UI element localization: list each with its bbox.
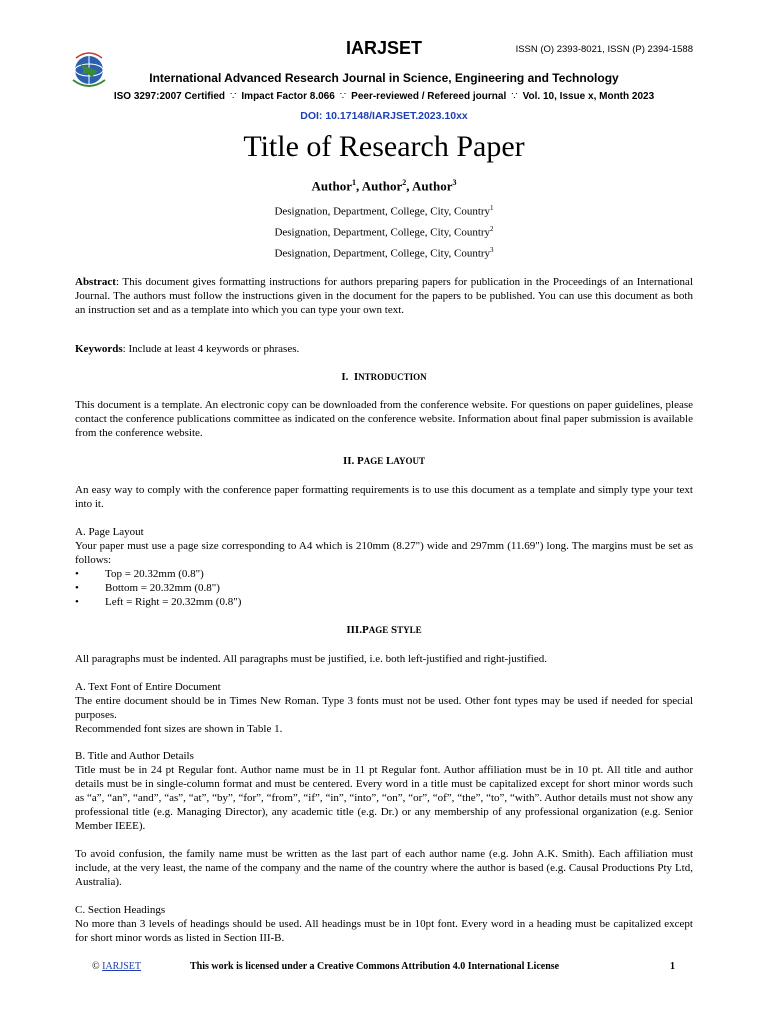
author-name: Author [311, 178, 352, 194]
page-number: 1 [670, 961, 675, 972]
keywords-text: : Include at least 4 keywords or phrases. [122, 343, 300, 355]
subsection-heading-section-headings: C. Section Headings [75, 904, 166, 916]
title-author-paragraph: Title must be in 24 pt Regular font. Author name must be in 11 pt Regular font. Author affiliation must be in 10 pt. All title and author details must be in single-column format and must be centered. Every word in a title must be capitalized except for short minor words such as “a”, “an”, “and”, “as”, “at”, “by”, “for”, “from”, “if”, “in”, “into”, “on”, “or”, “of”, “the”, “to”, “with”. Author details must not show any professional title (e.g. Managing Director), any academic title (e.g. Dr.) or any membership of any professional organization (e.g. Senior Member IEEE). [75, 764, 693, 832]
page-layout-paragraph: An easy way to comply with the conference paper formatting requirements is to use this document as a template and simply type your text into it. [75, 484, 693, 510]
page-style-paragraph: All paragraphs must be indented. All paragraphs must be justified, i.e. both left-justified and right-justified. [75, 653, 547, 665]
section-title-first: L [386, 455, 394, 467]
section-headings-paragraph: No more than 3 levels of headings should be used. All headings must be in 10pt font. Every word in a heading must be capitalized except for short minor words as listed in Section III-B. [75, 918, 693, 944]
abstract-label: Abstract [75, 276, 116, 288]
page-footer [0, 961, 768, 977]
section-title-first: S [390, 624, 398, 636]
copyright-symbol: © [92, 961, 100, 972]
affiliation-sup: 1 [490, 204, 494, 212]
meta-iso: ISO 3297:2007 Certified [113, 91, 226, 102]
subsection-heading-title-author: B. Title and Author Details [75, 750, 194, 762]
list-item: • Top = 20.32mm (0.8") [75, 567, 693, 581]
section-title-first: P [357, 455, 364, 467]
section-heading-page-style [0, 624, 768, 636]
abstract-text: : This document gives formatting instructions for authors preparing papers for publication in the Proceedings of an International Journal. The authors must follow the instructions given in the document for the papers to be published. You can use this document as both an instruction set and as a template into which you can type your own text. [75, 276, 693, 316]
paper-title: Title of Research Paper [243, 130, 525, 163]
meta-review: Peer-reviewed / Refereed journal [351, 91, 507, 102]
affiliation-1 [0, 204, 768, 218]
journal-abbreviation: IARJSET [345, 38, 423, 58]
list-item: • Left = Right = 20.32mm (0.8") [75, 595, 693, 609]
author-sup: 2 [402, 178, 407, 187]
subsection-heading-text-font: A. Text Font of Entire Document [75, 681, 221, 693]
section-number: I. [341, 371, 349, 383]
section-heading-introduction [0, 371, 768, 383]
section-number: II. [342, 455, 355, 467]
section-title-rest: NTRODUCTION [358, 372, 427, 382]
abstract [75, 275, 693, 317]
affiliation-text: Designation, Department, College, City, Country [274, 205, 491, 218]
section-title-first: P [361, 624, 369, 636]
author-line: Author$^1$, Author$^2$, Author$^3$ [311, 178, 457, 194]
font-sizes-note: Recommended font sizes are shown in Table 1. [75, 723, 283, 735]
page-size-paragraph: Your paper must use a page size corresponding to A4 which is 210mm (8.27") wide and 297mm (11.69") long. The margins must be set as follows: [75, 540, 693, 566]
journal-full-name: International Advanced Research Journal in Science, Engineering and Technology [149, 71, 619, 85]
text-font-paragraph: The entire document should be in Times New Roman. Type 3 fonts must not be used. Other font types may be used if needed for special purposes. [75, 695, 693, 721]
introduction-paragraph: This document is a template. An electronic copy can be downloaded from the conference website. For questions on paper guidelines, please contact the conference publications committee as indicated on the conference website. Information about final paper submission is available from the conference website. [75, 399, 693, 439]
copyright [92, 961, 141, 972]
author-name: Author [361, 178, 403, 194]
author-sup: 1 [351, 178, 356, 187]
margins-list [75, 567, 693, 609]
section-title-rest: AGE [368, 625, 389, 635]
doi-link[interactable]: DOI: 10.17148/IARJSET.2023.10xx [300, 110, 468, 122]
meta-separator: ∵ [230, 91, 237, 102]
section-title-rest: AGE [363, 456, 384, 466]
meta-separator: ∵ [339, 91, 347, 102]
affiliation-text: Designation, Department, College, City, Country [274, 247, 491, 260]
keywords-label: Keywords [75, 343, 123, 355]
affiliation-2 [0, 225, 768, 239]
author-sup: 3 [452, 178, 457, 187]
affiliation-text: Designation, Department, College, City, Country [274, 226, 491, 239]
subsection-heading-a: A. Page Layout [75, 526, 144, 538]
affiliation-sup: 3 [490, 246, 494, 254]
section-title-first: I [353, 371, 359, 383]
affiliation-sup: 2 [490, 225, 494, 233]
list-item: • Bottom = 20.32mm (0.8") [75, 581, 693, 595]
section-heading-page-layout [0, 455, 768, 467]
family-name-paragraph: To avoid confusion, the family name must be written as the last part of each author name (e.g. John A.K. Smith). Each affiliation must include, at the very least, the name of the company and the name of the country where the author is based (e.g. Causal Productions Pty Ltd, Australia). [75, 848, 693, 888]
meta-separator: ∵ [511, 91, 518, 102]
author-name: Author [412, 178, 453, 194]
copyright-link[interactable]: IARJSET [102, 961, 142, 972]
meta-volume: Vol. 10, Issue x, Month 2023 [522, 91, 655, 102]
meta-impact: Impact Factor 8.066 [241, 91, 335, 102]
affiliation-3 [0, 246, 768, 260]
keywords [75, 342, 693, 356]
section-number: III. [346, 624, 362, 636]
section-title-rest: TYLE [397, 625, 422, 635]
issn-line: ISSN (O) 2393-8021, ISSN (P) 2394-1588 [515, 44, 693, 55]
journal-meta-line [0, 91, 768, 102]
section-title-rest: AYOUT [393, 456, 426, 466]
license-text: This work is licensed under a Creative Commons Attribution 4.0 International License [190, 961, 560, 972]
